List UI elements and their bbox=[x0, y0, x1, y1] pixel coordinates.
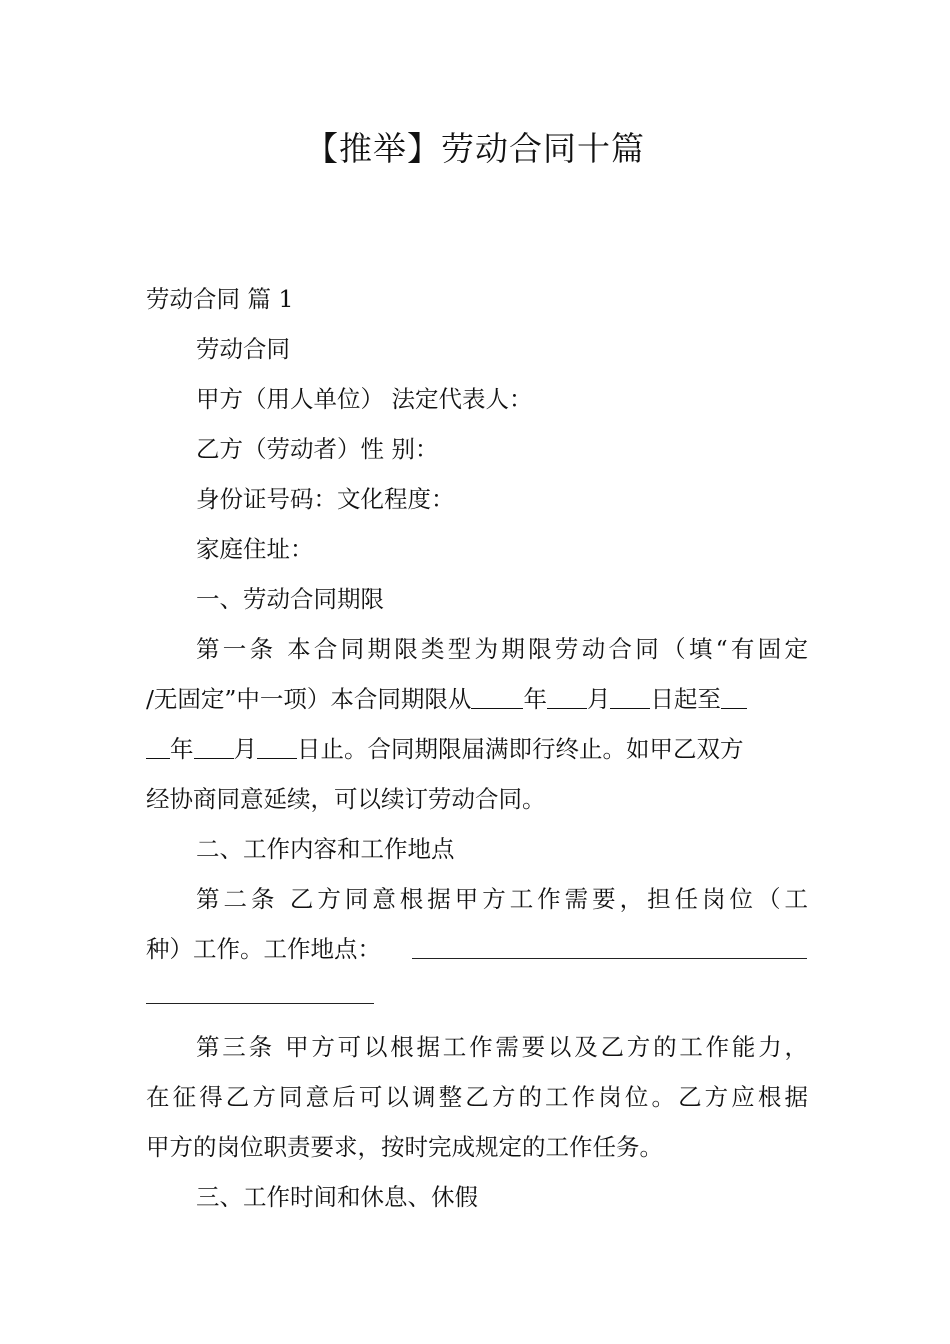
section-heading: 劳动合同 篇 1 bbox=[146, 285, 294, 313]
article-2-line-2 bbox=[146, 932, 808, 966]
article-1-line-4: 经协商同意延续，可以续订劳动合同。 bbox=[146, 785, 546, 813]
work-location-blank bbox=[412, 958, 807, 959]
article-2-line-1: 第二条 乙方同意根据甲方工作需要，担任岗位（工 bbox=[196, 885, 808, 913]
address-line: 家庭住址： bbox=[196, 535, 314, 563]
end-year-blank bbox=[146, 736, 170, 759]
party-b-line: 乙方（劳动者）性 别： bbox=[196, 435, 439, 463]
year-label: 年 bbox=[523, 685, 547, 713]
id-education-line: 身份证号码：文化程度： bbox=[196, 485, 455, 513]
article-3-line-2: 在征得乙方同意后可以调整乙方的工作岗位。乙方应根据 bbox=[146, 1083, 808, 1111]
article-1-text: 日止。合同期限届满即行终止。如甲乙双方 bbox=[297, 735, 744, 763]
article-1-line-2 bbox=[146, 682, 808, 716]
article-1-text: /无固定”中一项）本合同期限从 bbox=[146, 685, 472, 713]
month-label: 月 bbox=[586, 685, 611, 713]
contract-title: 劳动合同 bbox=[196, 335, 290, 363]
end-date-blank bbox=[721, 686, 747, 709]
article-3-line-3: 甲方的岗位职责要求，按时完成规定的工作任务。 bbox=[146, 1133, 663, 1161]
end-month-blank bbox=[194, 736, 234, 759]
chapter-2-heading: 二、工作内容和工作地点 bbox=[196, 835, 455, 863]
article-1-line-3 bbox=[146, 732, 808, 766]
day-label: 日起至 bbox=[650, 685, 721, 713]
month-blank bbox=[547, 686, 587, 709]
end-day-blank bbox=[257, 736, 297, 759]
document-title: 【推举】劳动合同十篇 bbox=[305, 129, 645, 168]
party-a-line: 甲方（用人单位） 法定代表人： bbox=[196, 385, 533, 413]
article-2-text: 种）工作。工作地点： bbox=[146, 935, 381, 963]
day-blank bbox=[610, 686, 650, 709]
end-month-label: 月 bbox=[233, 735, 257, 763]
article-3-line-1: 第三条 甲方可以根据工作需要以及乙方的工作能力， bbox=[196, 1033, 808, 1061]
chapter-1-heading: 一、劳动合同期限 bbox=[196, 585, 384, 613]
year-blank bbox=[471, 686, 523, 709]
article-1-line-1: 第一条 本合同期限类型为期限劳动合同（填“有固定 bbox=[196, 635, 808, 663]
chapter-3-heading: 三、工作时间和休息、休假 bbox=[196, 1183, 478, 1211]
end-year-label: 年 bbox=[170, 735, 194, 763]
work-location-blank-continued bbox=[146, 1003, 374, 1004]
